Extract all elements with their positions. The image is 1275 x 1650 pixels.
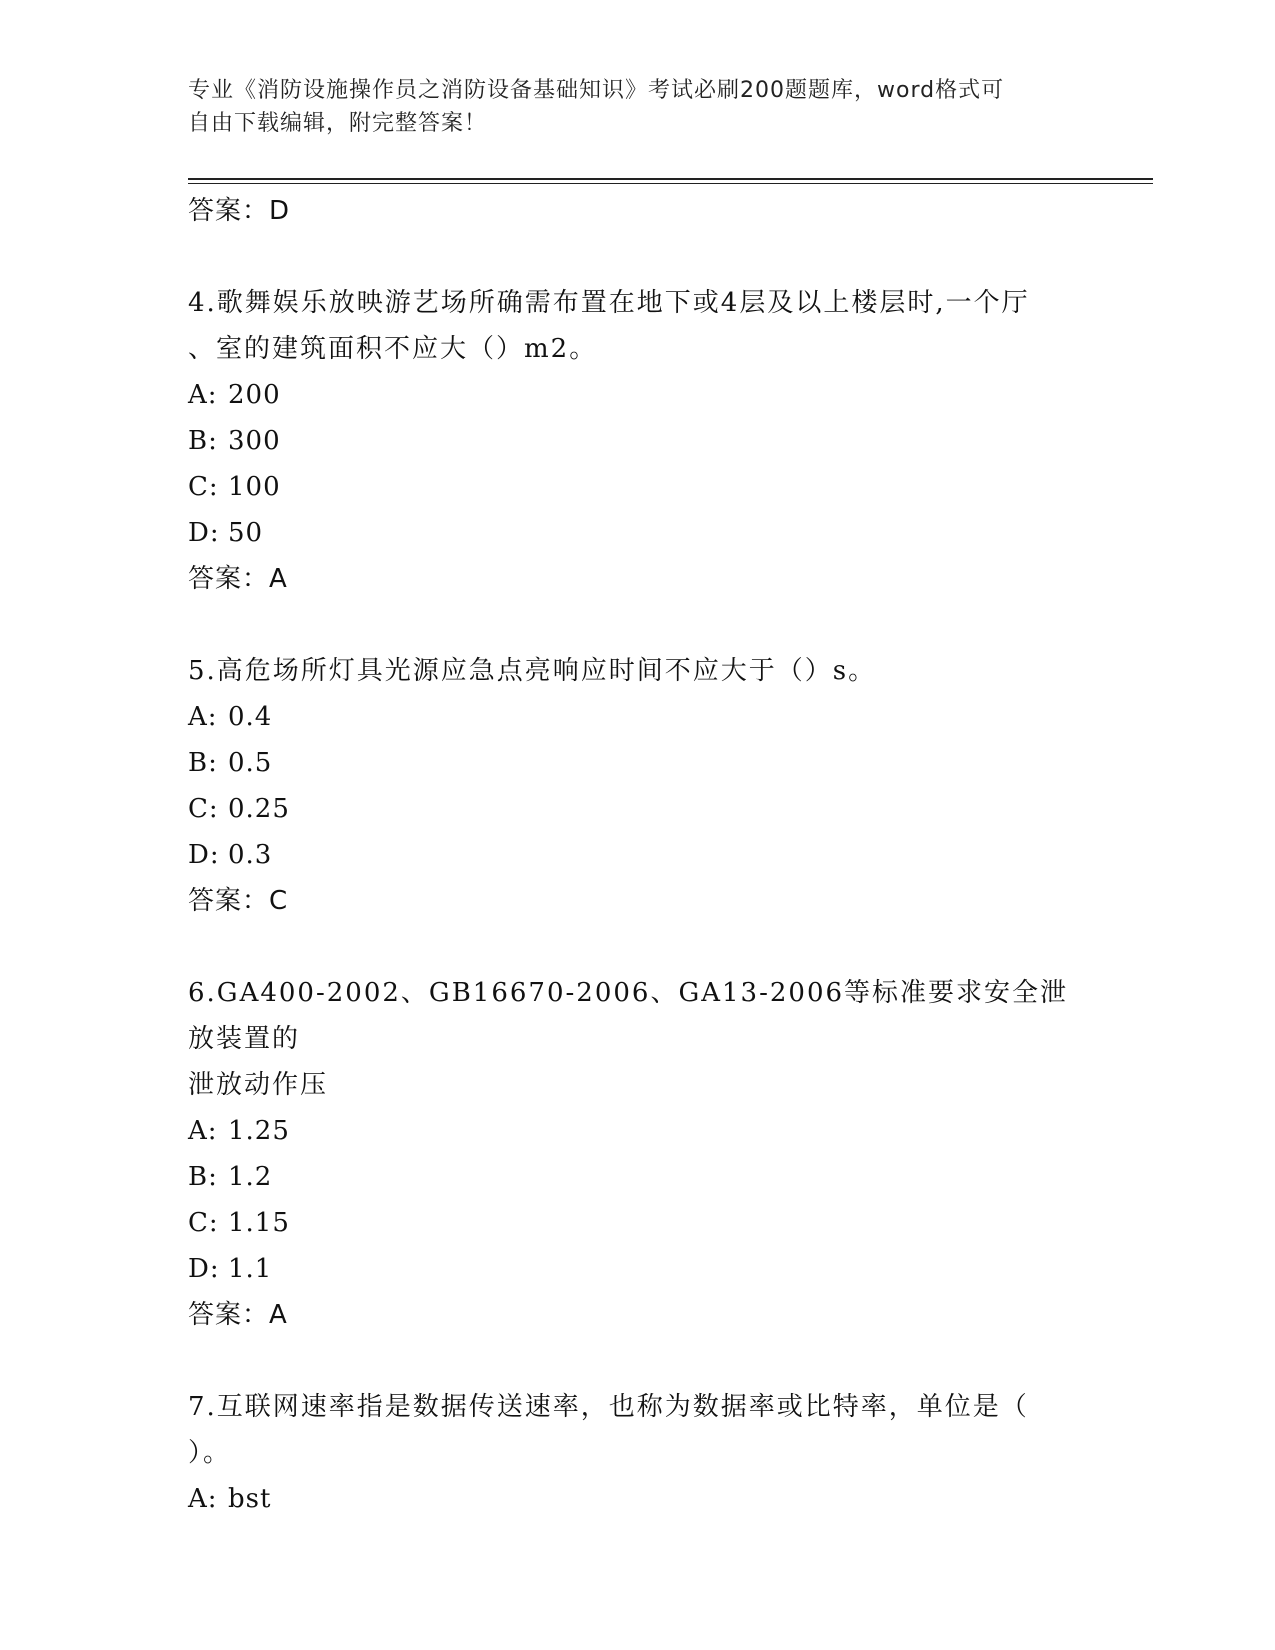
answer-line: 答案：D	[188, 196, 291, 226]
option-value: 200	[228, 380, 281, 410]
option-value: 1.15	[228, 1208, 290, 1238]
option-key: D:	[188, 518, 220, 548]
question-list	[188, 188, 1088, 1522]
question-block	[188, 280, 1088, 602]
question-line: ）。	[188, 1438, 232, 1468]
option-value: 50	[228, 518, 264, 548]
question-line: 、室的建筑面积不应大（）m2。	[188, 334, 598, 364]
question-block	[188, 648, 1088, 924]
option-value: 1.25	[228, 1116, 290, 1146]
answer-line: 答案：A	[188, 1300, 288, 1330]
question-block	[188, 1384, 1088, 1522]
option-key: D:	[188, 1254, 220, 1284]
option-a	[188, 372, 1088, 418]
option-b	[188, 740, 1088, 786]
question-line: 5.高危场所灯具光源应急点亮响应时间不应大于（）s。	[188, 656, 877, 686]
header-line-1: 专业《消防设施操作员之消防设备基础知识》考试必刷200题题库，word格式可	[188, 78, 1005, 103]
question-line: 6.GA400-2002、GB16670-2006、GA13-2006等标准要求安全泄放装置的	[188, 978, 1069, 1054]
option-c	[188, 1200, 1088, 1246]
option-key: B:	[188, 1162, 218, 1192]
option-value: 0.25	[228, 794, 290, 824]
option-c	[188, 786, 1088, 832]
option-value: 0.5	[228, 748, 273, 778]
option-key: A:	[188, 1484, 218, 1514]
header-rule-thick	[188, 178, 1153, 180]
question-line: 4.歌舞娱乐放映游艺场所确需布置在地下或4层及以上楼层时,一个厅	[188, 288, 1030, 318]
option-a	[188, 694, 1088, 740]
question-line: 泄放动作压	[188, 1070, 329, 1100]
option-value: 1.1	[228, 1254, 273, 1284]
option-c	[188, 464, 1088, 510]
option-value: 0.3	[228, 840, 273, 870]
option-value: 100	[228, 472, 281, 502]
question-text	[188, 1384, 1088, 1476]
option-key: C:	[188, 794, 219, 824]
header-line-2: 自由下载编辑，附完整答案！	[188, 111, 488, 136]
spacer	[188, 924, 1088, 970]
option-d	[188, 832, 1088, 878]
option-key: B:	[188, 426, 218, 456]
spacer	[188, 1338, 1088, 1384]
option-key: A:	[188, 702, 218, 732]
question-text	[188, 280, 1088, 372]
answer-line: 答案：C	[188, 886, 289, 916]
option-value: 1.2	[228, 1162, 273, 1192]
option-d	[188, 510, 1088, 556]
option-a	[188, 1108, 1088, 1154]
option-key: C:	[188, 1208, 219, 1238]
option-a	[188, 1476, 1088, 1522]
question-block	[188, 970, 1088, 1338]
question-text	[188, 648, 1088, 694]
option-key: D:	[188, 840, 220, 870]
spacer	[188, 234, 1088, 280]
option-value: 0.4	[228, 702, 273, 732]
question-text	[188, 970, 1088, 1108]
document-header	[188, 74, 1088, 140]
option-b	[188, 1154, 1088, 1200]
spacer	[188, 602, 1088, 648]
option-key: C:	[188, 472, 219, 502]
option-key: A:	[188, 380, 218, 410]
answer-line: 答案：A	[188, 564, 288, 594]
option-value: bst	[228, 1484, 272, 1514]
question-line: 7.互联网速率指是数据传送速率，也称为数据率或比特率，单位是（	[188, 1392, 1029, 1422]
option-d	[188, 1246, 1088, 1292]
option-value: 300	[228, 426, 281, 456]
option-b	[188, 418, 1088, 464]
option-key: B:	[188, 748, 218, 778]
option-key: A:	[188, 1116, 218, 1146]
header-rule-thin	[188, 183, 1153, 184]
